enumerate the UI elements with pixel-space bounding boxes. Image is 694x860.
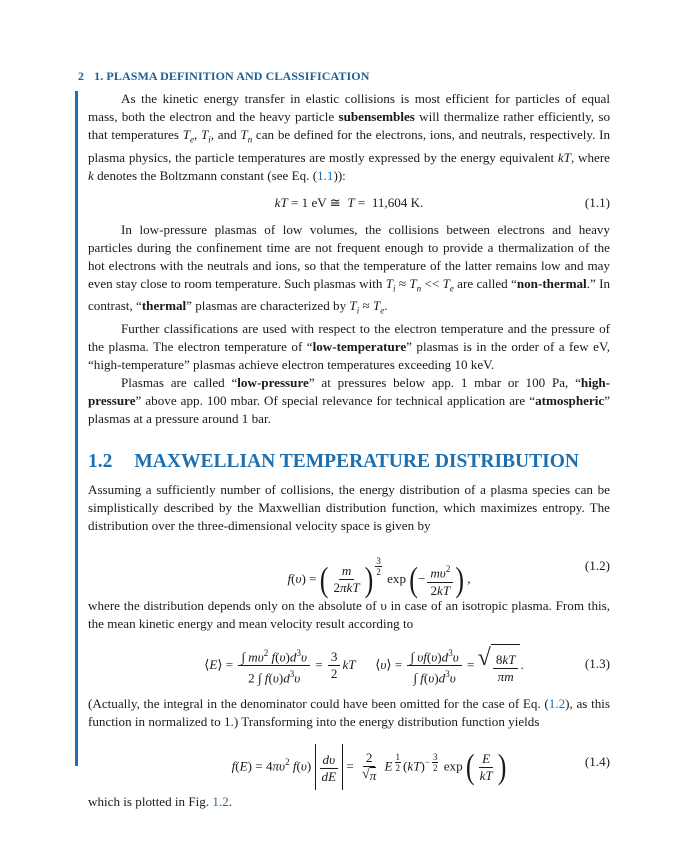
paragraph-3: Further classifications are used with respect to the electron temperature and the pressure of the plasma. The electron temperature of “low-temperature” plasmas is in the order of a few eV, “high-temperature” plasmas achieve electron temperatures exceeding 10 keV.	[88, 320, 610, 372]
fig-ref-link[interactable]: 1.2	[212, 793, 229, 809]
paragraph-2: In low-pressure plasmas of low volumes, the collisions between electrons and heavy particles during the confinement time are not frequent enough to provide a thermalization of the hot electrons with the neutrals and ions, so that the temperature of the latter remains low and may even stay close to room temperature. Such plasmas with $T_i \approx T_n << T_e$ are called “non-thermal.” In contrast, “thermal” plasmas are characterized by $T_i \approx T_e$.	[88, 221, 610, 316]
page-number: 2	[78, 69, 85, 83]
paragraph-5: Assuming a sufficiently number of collisions, the energy distribution of a plasma species can be simplistically described by the Maxwellian distribution function, which maximizes entropy. The distribution over the three-dimensional velocity space is given by	[88, 481, 610, 533]
equation-number: (1.2)	[584, 557, 610, 573]
paragraph-4: Plasmas are called “low-pressure” at pressures below app. 1 mbar or 100 Pa, “high-pressure” above app. 100 mbar. Of special relevance for technical application are “atmospheric” plasmas at a pressure around 1 bar.	[88, 374, 611, 426]
eq-ref-link[interactable]: 1.2	[548, 695, 566, 711]
paragraph-1: As the kinetic energy transfer in elastic collisions is most efficient for particles of equal mass, both the electron and the heavy particle subensembles will thermalize rather efficiently, so that temperatures $T_e$, $T_i$, and $T_n$ can be defined for the electrons, ions, and neutrals, respectively. In plasma physics, the particle temperatures are mostly expressed by the energy equivalent kT, where k denotes the Boltzmann constant (see Eq. (1.1)):	[88, 91, 610, 183]
eq-ref-link[interactable]: 1.1	[317, 167, 334, 183]
margin-bar	[75, 91, 78, 766]
section-heading: 1.2 MAXWELLIAN TEMPERATURE DISTRIBUTION	[88, 450, 579, 472]
equation-number: (1.3)	[584, 655, 610, 671]
page-body	[88, 90, 610, 811]
paragraph-7: (Actually, the integral in the denominator could have been omitted for the case of Eq. (1.2), as this function in normalized to 1.) Transforming into the energy distribution function yields	[88, 695, 610, 729]
paragraph-6: where the distribution depends only on the absolute of υ in case of an isotropic plasma. From this, the mean kinetic energy and mean velocity result according to	[88, 597, 610, 631]
equation-number: (1.4)	[584, 753, 610, 769]
chapter-title: 1. PLASMA DEFINITION AND CLASSIFICATION	[94, 69, 370, 83]
paragraph-8: which is plotted in Fig. 1.2.	[88, 793, 233, 809]
equation-1-1: kT = 1 eV ≅ T = 11,604 K. (1.1)	[274, 194, 610, 210]
equation-1-4: $f(E) = 4\pi\upsilon^2$ f(υ) $\frac{d\upsilon}{dE}$ = 2 √ π E $^{\frac{1}{2}}$ (kT)$^{- \frac{3}{2}}$ exp ( $\frac{E}{kT}$ ) (1.4)	[88, 739, 610, 785]
equation-number: (1.1)	[584, 194, 610, 210]
equation-1-3: ⟨E⟩ = $\frac{\int m\upsilon^2 f(\upsilon)d^3\upsilon}{2 \int f(\upsilon)d^3\upsilon}$ = $\frac{3}{2}$ kT ⟨υ⟩ = $\frac{\int \upsilon f(\upsilon)d^3\upsilon}{\int f(\upsilon)d^3\upsilon}$ = √ $\frac{8kT}{\pi m}$ . (1.3)	[88, 641, 610, 687]
running-head	[78, 69, 370, 84]
equation-1-2: f(υ) = ( $\frac{m}{\text{2πkT}}$ ) $^{\frac{3}{2}}$ exp (− $\frac{m\upsilon^2}{2kT}$ ) , (1.2)	[88, 543, 610, 589]
